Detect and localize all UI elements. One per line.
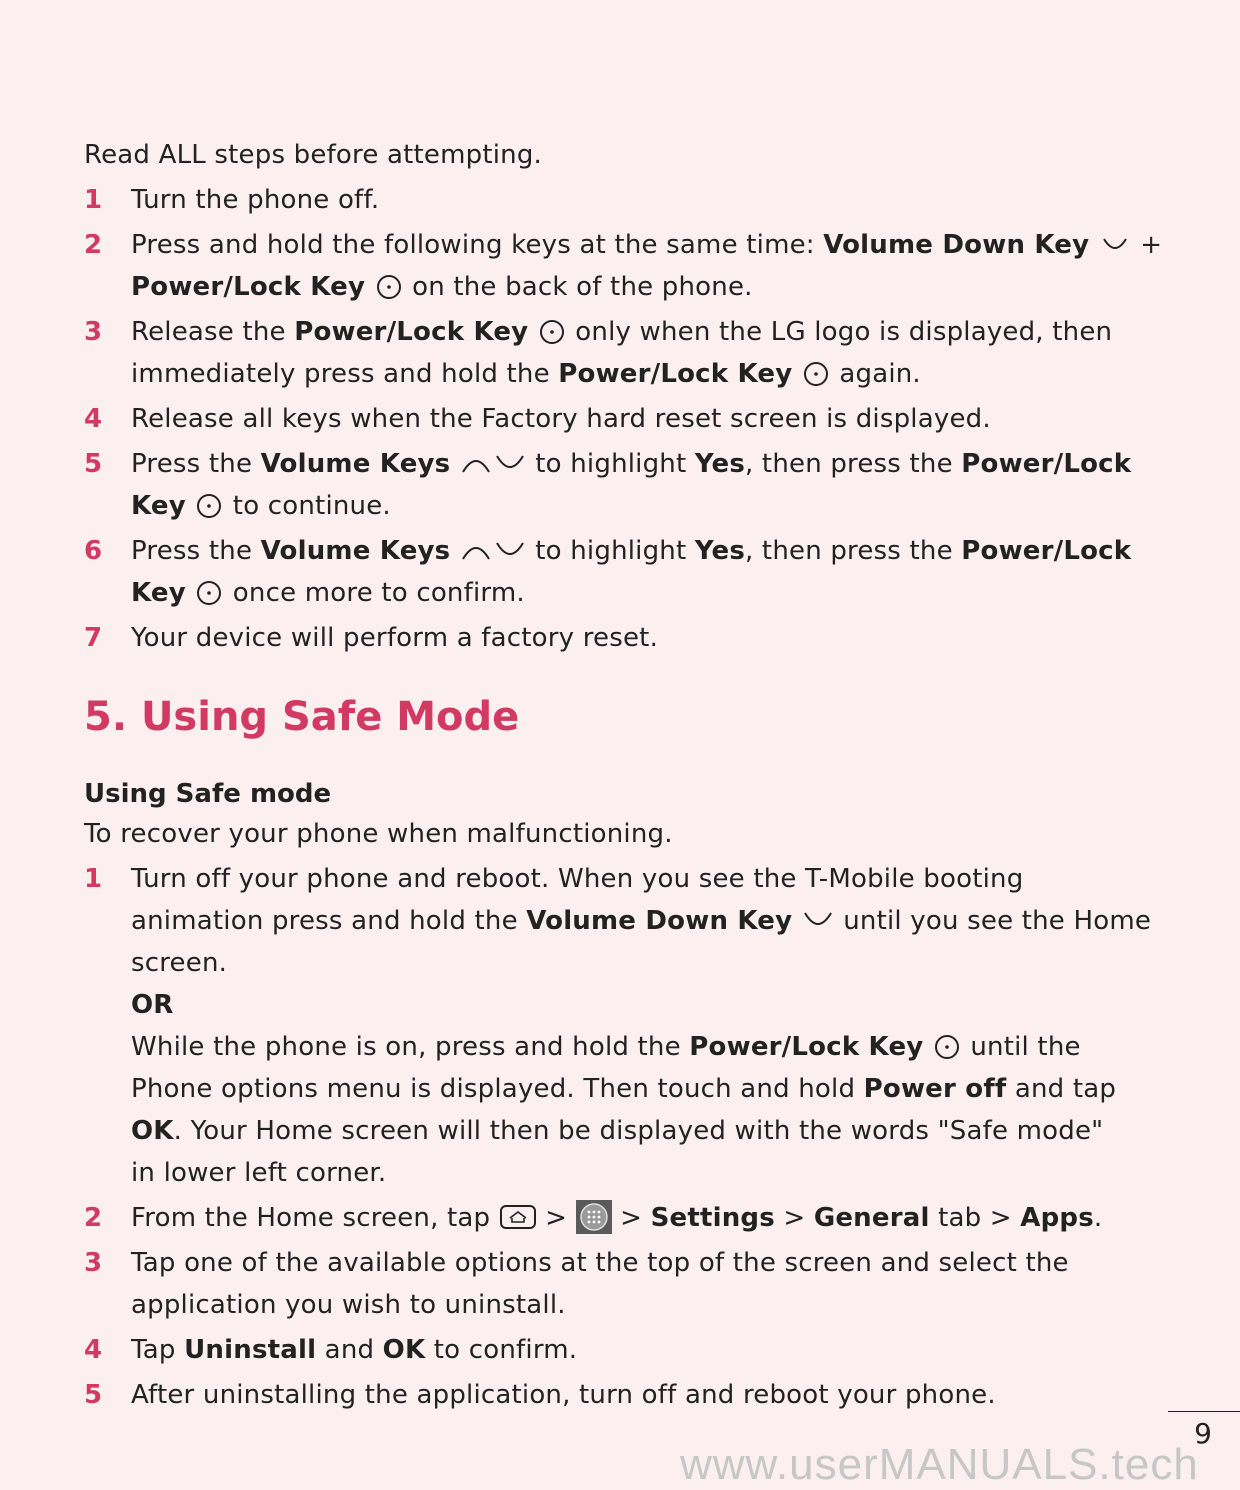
safe-step bbox=[84, 1242, 1184, 1326]
step-text: tab > bbox=[929, 1203, 1021, 1233]
power-lock-key-label: Power/Lock Key bbox=[131, 272, 366, 302]
step-text: Phone options menu is displayed. Then touch and hold bbox=[131, 1074, 864, 1104]
step-text: only when the LG logo is displayed, then bbox=[566, 317, 1113, 347]
reset-step bbox=[84, 530, 1184, 614]
step-text: to highlight bbox=[526, 536, 695, 566]
power-lock-key-label: Power/Lock Key bbox=[558, 359, 793, 389]
step-text: Tap one of the available options at the top of the screen and select the bbox=[131, 1248, 1069, 1278]
reset-step bbox=[84, 617, 1184, 659]
step-number: 4 bbox=[84, 1335, 103, 1365]
step-text: Release all keys when the Factory hard reset screen is displayed. bbox=[131, 404, 991, 434]
step-number: 3 bbox=[84, 1248, 103, 1278]
step-number: 5 bbox=[84, 1380, 103, 1410]
safe-step bbox=[84, 858, 1184, 1194]
step-text: animation press and hold the bbox=[131, 906, 527, 936]
settings-label: Settings bbox=[650, 1203, 775, 1233]
home-key-icon bbox=[499, 1202, 537, 1230]
step-text: and bbox=[316, 1335, 383, 1365]
step-number: 1 bbox=[84, 185, 103, 215]
step-text: Your device will perform a factory reset. bbox=[131, 623, 659, 653]
volume-keys-label: Volume Keys bbox=[260, 449, 451, 479]
separator-text: > bbox=[774, 1203, 814, 1233]
step-number: 2 bbox=[84, 1203, 103, 1233]
volume-down-key-icon bbox=[1098, 231, 1132, 257]
safe-step bbox=[84, 1329, 1184, 1371]
reset-step bbox=[84, 443, 1184, 527]
step-text: Press the bbox=[131, 536, 261, 566]
step-text: . bbox=[1093, 1203, 1103, 1233]
volume-keys-label: Volume Keys bbox=[260, 536, 451, 566]
watermark: www.userMANUALS.tech bbox=[680, 1440, 1199, 1489]
ok-label: OK bbox=[131, 1116, 174, 1146]
step-text: , then press the bbox=[745, 536, 962, 566]
step-text: to continue. bbox=[224, 491, 391, 521]
reset-step bbox=[84, 224, 1184, 308]
step-text: and tap bbox=[1006, 1074, 1117, 1104]
general-label: General bbox=[813, 1203, 930, 1233]
volume-down-key-icon bbox=[493, 537, 527, 563]
reset-step bbox=[84, 398, 1184, 440]
step-number: 7 bbox=[84, 623, 103, 653]
step-text: Press and hold the following keys at the same time: bbox=[131, 230, 824, 260]
power-lock-key-icon bbox=[932, 1033, 962, 1059]
page-number: 9 bbox=[1168, 1411, 1240, 1456]
safe-step bbox=[84, 1374, 1184, 1416]
power-lock-key-icon bbox=[801, 360, 831, 386]
step-text: Press the bbox=[131, 449, 261, 479]
safe-step bbox=[84, 1197, 1184, 1239]
step-text: immediately press and hold the bbox=[131, 359, 559, 389]
apps-label: Apps bbox=[1020, 1203, 1094, 1233]
manual-page bbox=[84, 134, 1184, 1419]
power-off-label: Power off bbox=[863, 1074, 1007, 1104]
yes-label: Yes bbox=[694, 449, 745, 479]
step-text: Turn the phone off. bbox=[131, 185, 380, 215]
yes-label: Yes bbox=[694, 536, 745, 566]
apps-icon bbox=[576, 1200, 612, 1234]
step-text: on the back of the phone. bbox=[403, 272, 753, 302]
power-lock-label: Power/Lock bbox=[961, 449, 1132, 479]
section-title: 5. Using Safe Mode bbox=[84, 694, 520, 740]
step-text: , then press the bbox=[745, 449, 962, 479]
step-number: 5 bbox=[84, 449, 103, 479]
reset-step bbox=[84, 311, 1184, 395]
step-text: From the Home screen, tap bbox=[131, 1203, 499, 1233]
step-text: until the bbox=[961, 1032, 1081, 1062]
subheading: Using Safe mode bbox=[84, 779, 332, 809]
volume-down-key-icon bbox=[493, 450, 527, 476]
volume-down-key-label: Volume Down Key bbox=[823, 230, 1090, 260]
step-text: Turn off your phone and reboot. When you see the T-Mobile booting bbox=[131, 864, 1024, 894]
step-text: application you wish to uninstall. bbox=[131, 1290, 566, 1320]
step-number: 4 bbox=[84, 404, 103, 434]
power-lock-key-icon bbox=[374, 273, 404, 299]
key-label: Key bbox=[131, 491, 186, 521]
power-lock-key-icon bbox=[194, 579, 224, 605]
separator-text: > bbox=[536, 1203, 576, 1233]
power-lock-key-label: Power/Lock Key bbox=[689, 1032, 924, 1062]
uninstall-label: Uninstall bbox=[184, 1335, 317, 1365]
volume-up-key-icon bbox=[459, 450, 493, 476]
step-text: to confirm. bbox=[425, 1335, 578, 1365]
step-number: 2 bbox=[84, 230, 103, 260]
or-label: OR bbox=[131, 990, 174, 1020]
step-text: screen. bbox=[131, 948, 228, 978]
power-lock-key-icon bbox=[537, 318, 567, 344]
volume-up-key-icon bbox=[459, 537, 493, 563]
step-text: again. bbox=[830, 359, 921, 389]
separator-text: > bbox=[611, 1203, 651, 1233]
power-lock-key-label: Power/Lock Key bbox=[294, 317, 529, 347]
key-label: Key bbox=[131, 578, 186, 608]
ok-label: OK bbox=[382, 1335, 426, 1365]
step-number: 6 bbox=[84, 536, 103, 566]
power-lock-label: Power/Lock bbox=[961, 536, 1132, 566]
step-text: until you see the Home bbox=[834, 906, 1152, 936]
reset-step bbox=[84, 179, 1184, 221]
step-text: While the phone is on, press and hold the bbox=[131, 1032, 690, 1062]
step-text: once more to confirm. bbox=[224, 578, 525, 608]
plus-text: + bbox=[1131, 230, 1163, 260]
sub-intro-text: To recover your phone when malfunctioning. bbox=[84, 819, 673, 849]
intro-text: Read ALL steps before attempting. bbox=[84, 140, 543, 170]
step-text: in lower left corner. bbox=[131, 1158, 387, 1188]
step-number: 1 bbox=[84, 864, 103, 894]
step-number: 3 bbox=[84, 317, 103, 347]
power-lock-key-icon bbox=[194, 492, 224, 518]
step-text: Release the bbox=[131, 317, 295, 347]
step-text: . Your Home screen will then be displayed with the words "Safe mode" bbox=[173, 1116, 1104, 1146]
step-text: to highlight bbox=[526, 449, 695, 479]
step-text: Tap bbox=[131, 1335, 185, 1365]
step-text: After uninstalling the application, turn off and reboot your phone. bbox=[131, 1380, 996, 1410]
volume-down-key-label: Volume Down Key bbox=[526, 906, 793, 936]
volume-down-key-icon bbox=[801, 907, 835, 933]
